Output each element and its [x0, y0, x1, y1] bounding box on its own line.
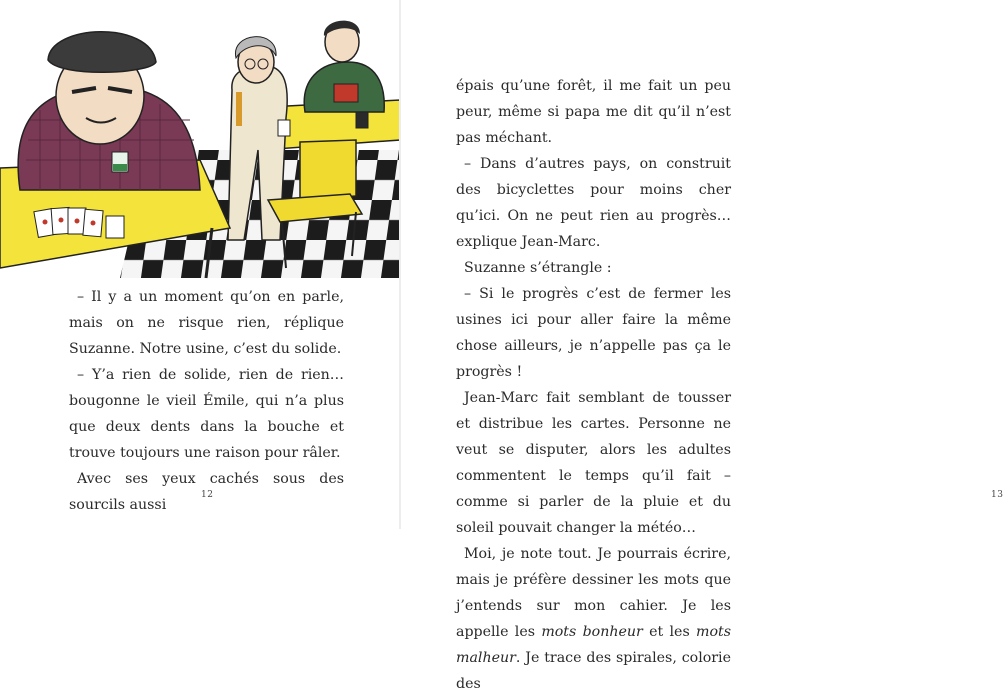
text-span: et les: [642, 624, 697, 640]
paragraph: épais qu’une forêt, il me fait un peu peur, même si papa me dit qu’il n’est pas méchant.: [456, 78, 731, 146]
text-span: Moi, je note tout. Je pourrais écrire, mais je préfère dessiner les mots que j’entends sur mon cahier. Je les appelle les: [456, 546, 731, 640]
left-page: [0, 0, 400, 529]
card-players-illustration: [0, 0, 400, 278]
emphasis-mots-malheur: mots malheur: [456, 624, 732, 666]
right-page: [401, 0, 1003, 692]
paragraph: – Y’a rien de solide, rien de rien… bougonne le vieil Émile, qui n’a plus que deux dents dans la bouche et trouve toujours une raison pour râler.: [69, 367, 344, 461]
right-page-text: [456, 73, 731, 697]
text-span: . Je trace des spirales, colorie des: [456, 650, 731, 692]
emphasis-mots-bonheur: mots bonheur: [541, 624, 643, 640]
paragraph: – Si le progrès c’est de fermer les usines ici pour aller faire la même chose ailleurs, je n’appelle pas ça le progrès !: [456, 286, 731, 380]
page-number: 13: [991, 490, 1003, 500]
left-page-text: [69, 284, 344, 518]
page-number: 12: [201, 490, 214, 500]
paragraph: Avec ses yeux cachés sous des sourcils aussi: [69, 471, 344, 513]
paragraph: – Il y a un moment qu’on en parle, mais on ne risque rien, réplique Suzanne. Notre usine, c’est du solide.: [69, 289, 344, 357]
illustration-svg: [0, 0, 400, 278]
paragraph: Suzanne s’étrangle :: [464, 260, 612, 276]
paragraph-with-emphasis: [456, 541, 731, 697]
paragraph: Jean-Marc fait semblant de tousser et distribue les cartes. Personne ne veut se disputer, alors les adultes commentent le temps qu’il fait – comme si parler de la pluie et du soleil pouvait changer la météo…: [456, 390, 731, 536]
paragraph: – Dans d’autres pays, on construit des bicyclettes pour moins cher qu’ici. On ne peut rien au progrès… explique Jean-Marc.: [456, 156, 731, 250]
